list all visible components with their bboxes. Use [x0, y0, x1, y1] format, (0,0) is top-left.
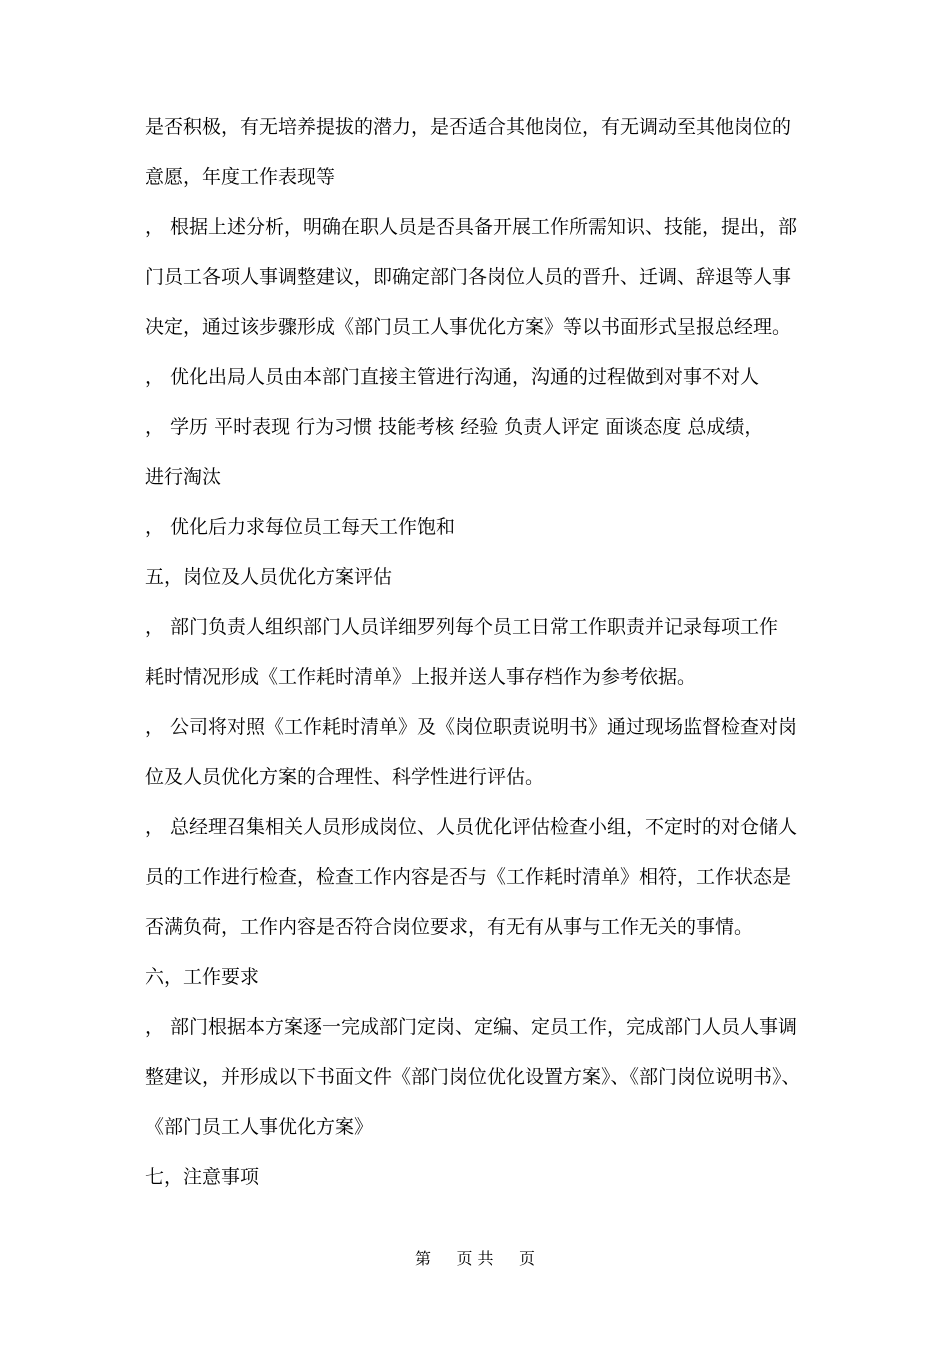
page-footer: 第 页 共 页	[415, 1249, 535, 1268]
section-heading: 七，注意事项	[145, 1166, 260, 1188]
text-line: 是否积极，有无培养提拔的潜力，是否适合其他岗位，有无调动至其他岗位的	[145, 116, 792, 138]
text-line: ， 部门负责人组织部门人员详细罗列每个员工日常工作职责并记录每项工作	[145, 616, 779, 638]
text-line: ， 公司将对照《工作耗时清单》及《岗位职责说明书》通过现场监督检查对岗	[145, 716, 798, 738]
text-line: 员的工作进行检查，检查工作内容是否与《工作耗时清单》相符，工作状态是	[145, 866, 792, 888]
text-line: ， 学历 平时表现 行为习惯 技能考核 经验 负责人评定 面谈态度 总成绩，	[145, 416, 764, 438]
section-heading: 五，岗位及人员优化方案评估	[145, 566, 393, 588]
text-line: 整建议，并形成以下书面文件《部门岗位优化设置方案》、《部门岗位说明书》、	[145, 1066, 801, 1088]
text-line: 《部门员工人事优化方案》	[145, 1116, 374, 1138]
text-line: ， 总经理召集相关人员形成岗位、人员优化评估检查小组，不定时的对仓储人	[145, 816, 798, 838]
text-line: 门员工各项人事调整建议，即确定部门各岗位人员的晋升、迁调、辞退等人事	[145, 266, 792, 288]
text-line: ， 部门根据本方案逐一完成部门定岗、定编、定员工作，完成部门人员人事调	[145, 1016, 798, 1038]
text-line: 决定，通过该步骤形成《部门员工人事优化方案》等以书面形式呈报总经理。	[145, 316, 792, 338]
text-line: 否满负荷，工作内容是否符合岗位要求，有无有从事与工作无关的事情。	[145, 916, 754, 938]
text-line: 意愿，年度工作表现等	[145, 166, 336, 188]
section-heading: 六，工作要求	[145, 966, 260, 988]
text-line: ， 根据上述分析，明确在职人员是否具备开展工作所需知识、技能，提出，部	[145, 216, 798, 238]
text-line: 耗时情况形成《工作耗时清单》上报并送人事存档作为参考依据。	[145, 666, 697, 688]
text-line: 进行淘汰	[145, 466, 222, 488]
text-line: 位及人员优化方案的合理性、科学性进行评估。	[145, 766, 545, 788]
text-line: ， 优化出局人员由本部门直接主管进行沟通，沟通的过程做到对事不对人	[145, 366, 760, 388]
text-line: ， 优化后力求每位员工每天工作饱和	[145, 516, 456, 538]
